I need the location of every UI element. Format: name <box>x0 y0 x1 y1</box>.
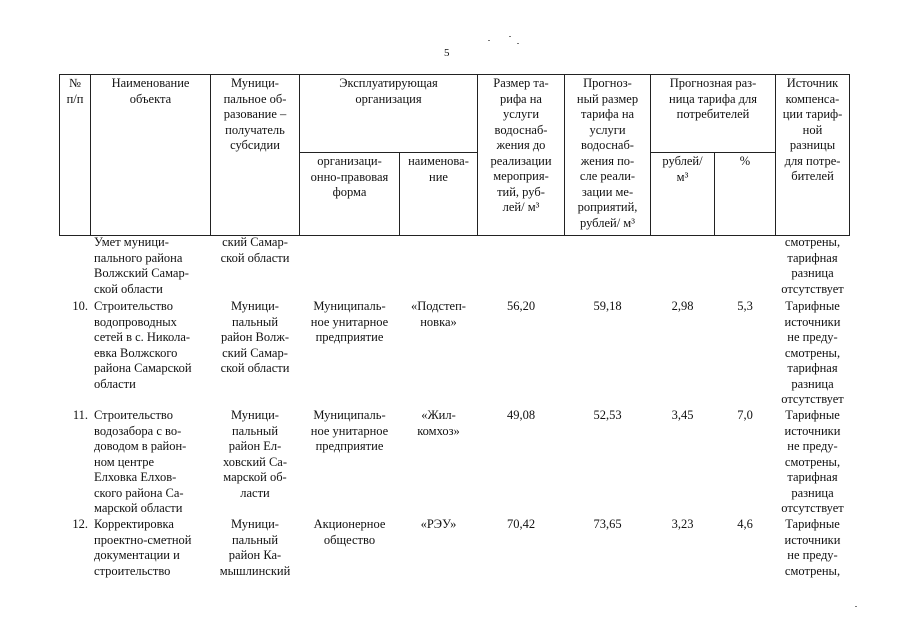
row-no: 11. <box>72 408 88 422</box>
row-municipality: Муници- пальный район Ка- мышлинский <box>219 517 291 578</box>
row-form: Муниципаль- ное унитарное предприятие <box>310 299 389 344</box>
row-diff-rub: 2,98 <box>671 299 694 313</box>
table-rule <box>299 152 477 153</box>
table-rule <box>650 152 775 153</box>
row-name: Корректировка проектно-сметной документации и строительство <box>94 517 192 578</box>
header-source: Источник компенса- ции тариф- ной разницы для потре- бителей <box>782 76 843 183</box>
row-no: 12. <box>72 517 88 531</box>
row-org: «Жил- комхоз» <box>417 408 460 438</box>
table-rule <box>849 74 850 236</box>
row-diff-pct: 7,0 <box>737 408 753 422</box>
header-municipality: Муници- пальное об- разование – получатель субсидии <box>223 76 287 152</box>
row-source: Тарифные источники не преду- смотрены, <box>784 517 841 578</box>
row-tariff-before: 49,08 <box>506 408 536 422</box>
header-operator: Эксплуатирующая организация <box>339 76 438 106</box>
scan-speck <box>509 36 511 37</box>
row-name: Строительство водозабора с во- доводом в район- ном центре Елховка Елхов- ского района Са- марской области <box>94 408 187 515</box>
row-org: «РЭУ» <box>420 517 457 531</box>
row-tariff-before: 56,20 <box>506 299 536 313</box>
row-tariff-after: 59,18 <box>593 299 622 313</box>
continuation-municipality: ский Самар- ской области <box>220 235 290 265</box>
header-operator-name: наименова- ние <box>408 154 469 184</box>
continuation-source: смотрены, тарифная разница отсутствует <box>781 235 844 296</box>
row-source: Тарифные источники не преду- смотрены, тарифная разница отсутствует <box>781 408 844 515</box>
row-diff-pct: 5,3 <box>737 299 753 313</box>
scan-speck <box>488 40 490 41</box>
row-diff-rub: 3,45 <box>671 408 694 422</box>
tariff-table <box>59 74 849 594</box>
header-tariff-after: Прогноз- ный размер тарифа на услуги водоснаб- жения по- сле реали- зации ме- роприятий, рублей/ м³ <box>576 76 639 230</box>
header-name: Наименование объекта <box>111 76 190 106</box>
row-municipality: Муници- пальный район Ел- ховский Са- марской об- ласти <box>222 408 288 500</box>
row-form: Акционерное общество <box>313 517 386 547</box>
row-org: «Подстеп- новка» <box>411 299 466 329</box>
continuation-name: Умет муници- пального района Волжский Самар- ской области <box>94 235 189 296</box>
header-no: № п/п <box>66 76 84 106</box>
row-tariff-after: 73,65 <box>593 517 622 531</box>
row-no: 10. <box>72 299 88 313</box>
row-form: Муниципаль- ное унитарное предприятие <box>310 408 389 453</box>
scan-speck <box>855 606 857 607</box>
header-tariff-before: Размер та- рифа на услуги водоснаб- жения до реализации мероприя- тий, руб- лей/ м³ <box>490 76 552 214</box>
header-diff-pct: % <box>739 154 751 168</box>
row-diff-rub: 3,23 <box>671 517 694 531</box>
row-source: Тарифные источники не преду- смотрены, тарифная разница отсутствует <box>781 299 844 406</box>
scan-speck <box>517 43 519 44</box>
header-diff: Прогнозная раз- ница тарифа для потребителей <box>669 76 757 121</box>
row-diff-pct: 4,6 <box>737 517 753 531</box>
row-tariff-before: 70,42 <box>506 517 536 531</box>
row-tariff-after: 52,53 <box>593 408 622 422</box>
row-municipality: Муници- пальный район Волж- ский Самар- ской области <box>220 299 290 375</box>
header-diff-rub: рублей/ м³ <box>662 154 703 184</box>
table-rule <box>59 74 849 75</box>
row-name: Строительство водопроводных сетей в с. Никола- евка Волжского района Самарской области <box>94 299 192 391</box>
page-number: 5 <box>444 47 450 59</box>
header-operator-form: организаци- онно-правовая форма <box>310 154 389 199</box>
